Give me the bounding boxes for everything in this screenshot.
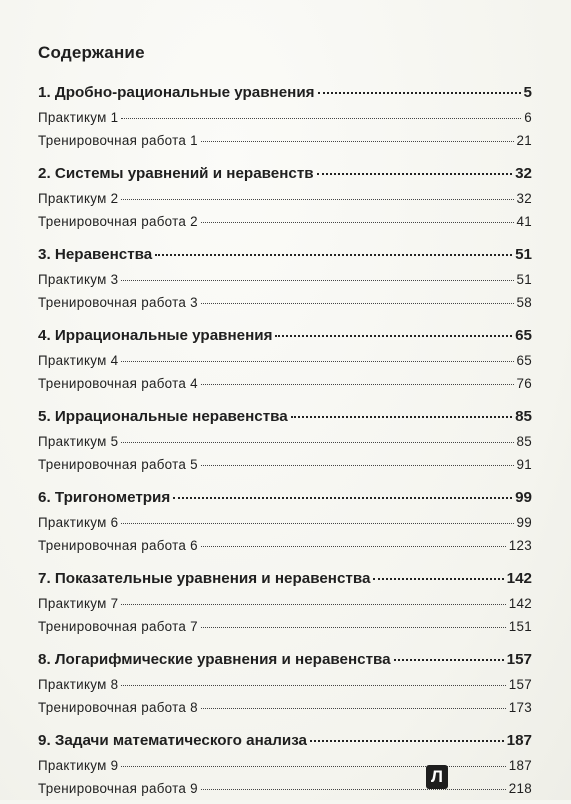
entry-title: Тренировочная работа 9 [38, 781, 198, 796]
dot-leader [121, 441, 513, 443]
toc-sub-entry [38, 214, 532, 237]
entry-title: Тренировочная работа 7 [38, 619, 198, 634]
entry-page-number: 99 [515, 489, 532, 506]
entry-page-number: 187 [508, 758, 532, 773]
entry-page-number: 218 [508, 781, 532, 796]
entry-page-number: 58 [516, 295, 532, 310]
toc-chapter-entry [38, 84, 532, 110]
dot-leader [121, 198, 513, 200]
entry-title: 2. Системы уравнений и неравенств [38, 165, 314, 182]
toc-sub-entry [38, 677, 532, 700]
dot-leader [201, 221, 514, 223]
entry-page-number: 85 [516, 434, 532, 449]
toc-chapter-entry [38, 327, 532, 353]
entry-page-number: 32 [515, 165, 532, 182]
entry-title: Тренировочная работа 4 [38, 376, 198, 391]
toc-sub-entry [38, 457, 532, 480]
toc-sub-entry [38, 619, 532, 642]
toc-sub-entry [38, 515, 532, 538]
dot-leader [155, 253, 512, 256]
dot-leader [121, 522, 513, 524]
dot-leader [201, 302, 514, 304]
toc-sub-entry [38, 758, 532, 781]
dot-leader [121, 360, 513, 362]
toc-sub-entry [38, 272, 532, 295]
toc-sub-entry [38, 434, 532, 457]
entry-title: 4. Иррациональные уравнения [38, 327, 273, 344]
entry-page-number: 187 [506, 732, 532, 749]
toc-sub-entry [38, 353, 532, 376]
entry-title: 5. Иррациональные неравенства [38, 408, 288, 425]
entry-title: Практикум 9 [38, 758, 119, 773]
entry-page-number: 65 [515, 327, 532, 344]
table-of-contents [38, 84, 532, 804]
entry-title: Практикум 7 [38, 596, 119, 611]
toc-sub-entry [38, 700, 532, 723]
entry-page-number: 142 [506, 570, 532, 587]
dot-leader [201, 626, 506, 628]
dot-leader [394, 658, 504, 661]
toc-chapter-entry [38, 408, 532, 434]
dot-leader [310, 739, 504, 742]
entry-title: Тренировочная работа 3 [38, 295, 198, 310]
entry-page-number: 65 [516, 353, 532, 368]
entry-title: Практикум 6 [38, 515, 119, 530]
dot-leader [201, 545, 506, 547]
entry-page-number: 173 [508, 700, 532, 715]
dot-leader [318, 91, 521, 94]
entry-page-number: 51 [516, 272, 532, 287]
entry-page-number: 6 [524, 110, 532, 125]
entry-title: Практикум 4 [38, 353, 119, 368]
entry-title: 7. Показательные уравнения и неравенства [38, 570, 371, 587]
toc-chapter-entry [38, 651, 532, 677]
entry-title: Практикум 2 [38, 191, 119, 206]
entry-title: 1. Дробно-рациональные уравнения [38, 84, 315, 101]
toc-chapter-entry [38, 570, 532, 596]
entry-page-number: 51 [515, 246, 532, 263]
entry-page-number: 76 [516, 376, 532, 391]
dot-leader [121, 684, 505, 686]
entry-page-number: 123 [508, 538, 532, 553]
dot-leader [201, 707, 506, 709]
entry-title: Тренировочная работа 6 [38, 538, 198, 553]
toc-sub-entry [38, 596, 532, 619]
entry-page-number: 41 [516, 214, 532, 229]
entry-page-number: 99 [516, 515, 532, 530]
entry-page-number: 157 [508, 677, 532, 692]
dot-leader [291, 415, 512, 418]
dot-leader [275, 334, 512, 337]
dot-leader [173, 496, 512, 499]
toc-sub-entry [38, 295, 532, 318]
entry-page-number: 91 [516, 457, 532, 472]
dot-leader [121, 765, 505, 767]
entry-page-number: 32 [516, 191, 532, 206]
entry-page-number: 85 [515, 408, 532, 425]
entry-title: Тренировочная работа 5 [38, 457, 198, 472]
dot-leader [201, 464, 514, 466]
dot-leader [201, 788, 506, 790]
dot-leader [201, 383, 514, 385]
entry-page-number: 142 [508, 596, 532, 611]
entry-title: Практикум 1 [38, 110, 119, 125]
dot-leader [121, 603, 505, 605]
entry-title: 8. Логарифмические уравнения и неравенства [38, 651, 391, 668]
dot-leader [121, 117, 521, 119]
toc-sub-entry [38, 376, 532, 399]
entry-title: 6. Тригонометрия [38, 489, 171, 506]
entry-title: Тренировочная работа 2 [38, 214, 198, 229]
toc-sub-entry [38, 133, 532, 156]
entry-page-number: 157 [506, 651, 532, 668]
dot-leader [317, 172, 512, 175]
toc-heading: Содержание [38, 43, 145, 62]
entry-title: Практикум 5 [38, 434, 119, 449]
dot-leader [121, 279, 513, 281]
entry-page-number: 151 [508, 619, 532, 634]
dot-leader [373, 577, 503, 580]
toc-sub-entry [38, 110, 532, 133]
toc-sub-entry [38, 191, 532, 214]
entry-title: Тренировочная работа 8 [38, 700, 198, 715]
entry-title: 3. Неравенства [38, 246, 153, 263]
toc-chapter-entry [38, 489, 532, 515]
toc-sub-entry [38, 538, 532, 561]
entry-title: Практикум 3 [38, 272, 119, 287]
toc-chapter-entry [38, 246, 532, 272]
toc-chapter-entry [38, 165, 532, 191]
watermark-logo-icon: Л [426, 765, 448, 789]
entry-title: Тренировочная работа 1 [38, 133, 198, 148]
entry-page-number: 21 [516, 133, 532, 148]
entry-title: Практикум 8 [38, 677, 119, 692]
entry-title: 9. Задачи математического анализа [38, 732, 308, 749]
dot-leader [201, 140, 514, 142]
toc-chapter-entry [38, 732, 532, 758]
toc-sub-entry [38, 781, 532, 804]
entry-page-number: 5 [523, 84, 532, 101]
